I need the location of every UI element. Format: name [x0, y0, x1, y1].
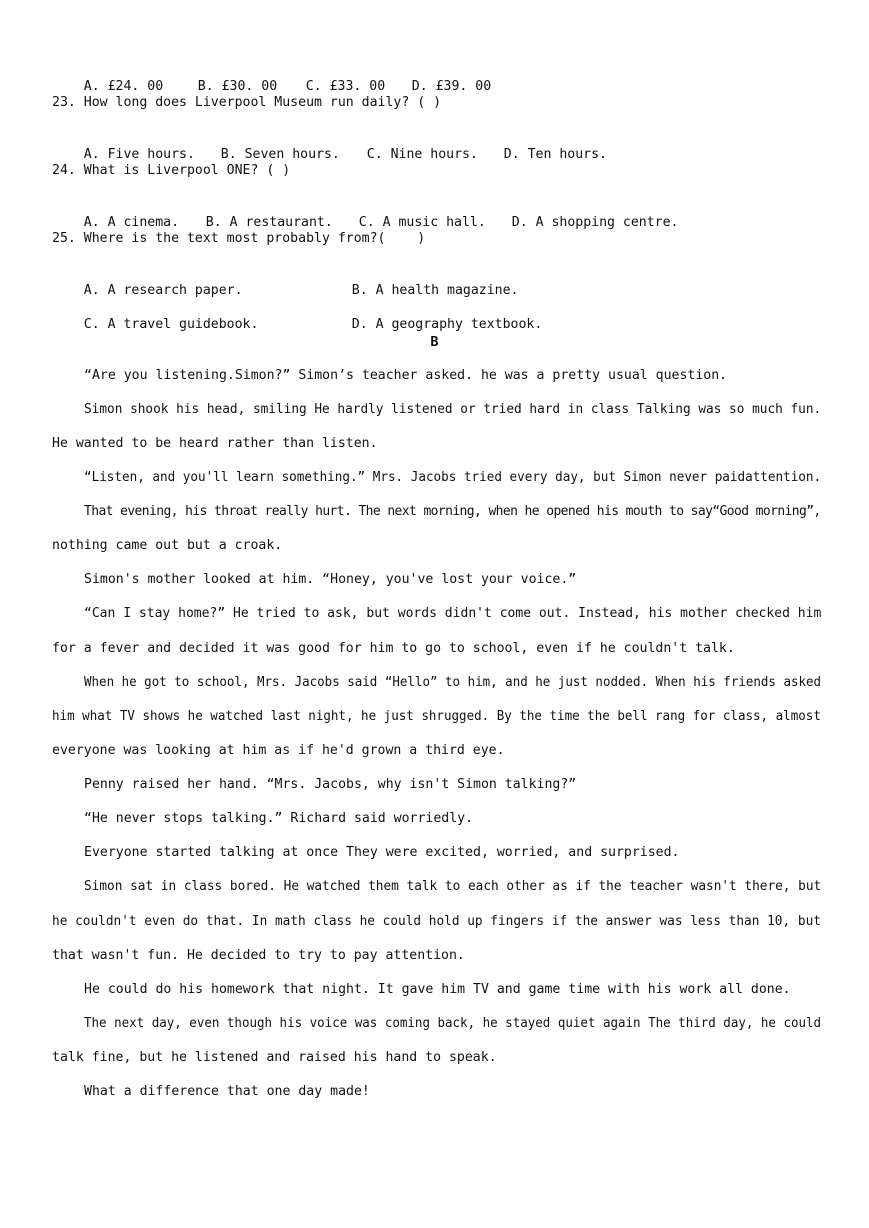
- q24-option-d: D. A shopping centre.: [511, 215, 679, 230]
- passage-line: that wasn't fun. He decided to try to pay attention.: [52, 948, 465, 963]
- passage-line: “Are you listening.Simon?” Simon’s teacher asked. he was a pretty usual question.: [84, 368, 728, 383]
- passage-line: everyone was looking at him as if he'd grown a third eye.: [52, 743, 505, 758]
- q22-option-d: D. £39. 00: [411, 79, 492, 94]
- passage-line: Simon shook his head, smiling He hardly listened or tried hard in class Talking was so much fun.: [84, 402, 822, 417]
- q22-option-c: C. £33. 00: [305, 79, 386, 94]
- q22-option-a: A. £24. 00: [83, 79, 164, 94]
- passage-line: Simon sat in class bored. He watched them talk to each other as if the teacher wasn't there, but: [84, 879, 822, 894]
- passage-line: he couldn't even do that. In math class he could hold up fingers if the answer was less than 10, but: [52, 914, 821, 929]
- q23-question: 23. How long does Liverpool Museum run daily? ( ): [52, 95, 442, 110]
- q22-option-b: B. £30. 00: [197, 79, 278, 94]
- passage-line: He wanted to be heard rather than listen.: [52, 436, 378, 451]
- section-b-heading: B: [430, 334, 439, 350]
- passage-line: “Listen, and you'll learn something.” Mrs. Jacobs tried every day, but Simon never paidattention.: [84, 470, 822, 485]
- passage-line: talk fine, but he listened and raised his hand to speak.: [52, 1050, 497, 1065]
- passage-line: Penny raised her hand. “Mrs. Jacobs, why isn't Simon talking?”: [84, 777, 577, 792]
- q24-option-b: B. A restaurant.: [205, 215, 333, 230]
- passage-line: for a fever and decided it was good for him to go to school, even if he couldn't talk.: [52, 641, 735, 656]
- q25-option-d: D. A geography textbook.: [351, 317, 543, 332]
- passage-line: What a difference that one day made!: [84, 1084, 370, 1099]
- passage-line: “He never stops talking.” Richard said worriedly.: [84, 811, 474, 826]
- passage-line: “Can I stay home?” He tried to ask, but words didn't come out. Instead, his mother checked him: [84, 606, 822, 621]
- passage-line: He could do his homework that night. It gave him TV and game time with his work all done.: [84, 982, 791, 997]
- q25-option-b: B. A health magazine.: [351, 283, 519, 298]
- q23-option-c: C. Nine hours.: [366, 147, 478, 162]
- passage-line: him what TV shows he watched last night, he just shrugged. By the time the bell rang for class, almost: [52, 709, 821, 724]
- q25-option-c: C. A travel guidebook.: [83, 317, 259, 332]
- q23-option-b: B. Seven hours.: [220, 147, 340, 162]
- passage-line: That evening, his throat really hurt. The next morning, when he opened his mouth to say“Good morning”,: [84, 504, 821, 519]
- passage-line: When he got to school, Mrs. Jacobs said “Hello” to him, and he just nodded. When his friends asked: [84, 675, 822, 690]
- passage-line: The next day, even though his voice was coming back, he stayed quiet again The third day, he could: [84, 1016, 822, 1031]
- q23-option-a: A. Five hours.: [83, 147, 195, 162]
- passage-line: Simon's mother looked at him. “Honey, you've lost your voice.”: [84, 572, 577, 587]
- q24-option-a: A. A cinema.: [83, 215, 180, 230]
- q24-option-c: C. A music hall.: [358, 215, 486, 230]
- q25-question: 25. Where is the text most probably from?( ): [52, 231, 426, 246]
- q25-option-a: A. A research paper.: [83, 283, 243, 298]
- passage-line: nothing came out but a croak.: [52, 538, 283, 553]
- passage-line: Everyone started talking at once They were excited, worried, and surprised.: [84, 845, 680, 860]
- q24-question: 24. What is Liverpool ONE? ( ): [52, 163, 291, 178]
- q23-option-d: D. Ten hours.: [503, 147, 607, 162]
